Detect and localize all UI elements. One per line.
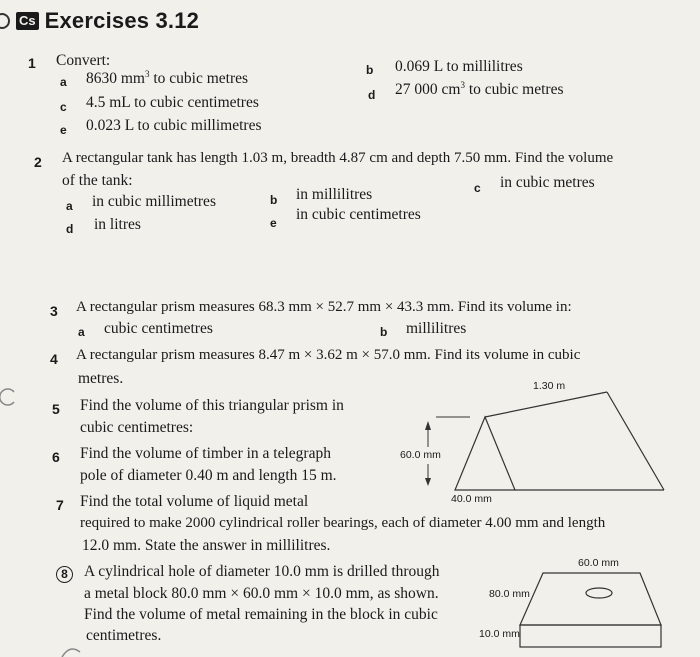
q5-dim-height: 60.0 mm [400,449,441,461]
prism-top-edge [485,392,607,417]
q8-dim-top: 60.0 mm [578,557,619,569]
block-top-face [520,573,661,625]
q2-number: 2 [34,154,42,170]
q7-line3: 12.0 mm. State the answer in millilitres. [82,537,331,554]
q8-line1: A cylindrical hole of diameter 10.0 mm is drilled through [84,563,440,580]
q2b-label: b [270,193,278,207]
q6-line1: Find the volume of timber in a telegraph [80,445,331,462]
q1a-label: a [60,75,67,89]
q5-line1: Find the volume of this triangular prism in [80,397,344,414]
q1-stem: Convert: [56,52,111,69]
margin-c-mark [0,389,14,405]
q2e-label: e [270,216,277,230]
q2b-text: in millilitres [296,186,373,203]
q6-line2: pole of diameter 0.40 m and length 15 m. [80,467,337,484]
q1d-text: 27 000 $cm^3$ to cubic metres [395,80,564,99]
q1c-label: c [60,100,67,114]
q6-number: 6 [52,449,60,465]
q2e-text: in cubic centimetres [296,206,421,223]
q3-number: 3 [50,303,58,319]
q5-dim-base: 40.0 mm [451,493,492,505]
drilled-hole [586,588,612,598]
q8-dim-side: 80.0 mm [489,588,530,600]
q2a-text: in cubic millimetres [92,193,216,210]
q5-dim-length: 1.30 m [533,380,566,392]
q2c-text: in cubic metres [500,174,595,191]
bottom-curl-mark [62,649,80,657]
q1b-text: 0.069 L to millilitres [395,58,523,75]
q4-line2: metres. [78,370,124,387]
page-title: Exercises 3.12 [44,8,200,33]
block-front-face [520,625,661,647]
metal-block-figure [520,573,661,647]
q3a-text: cubic centimetres [104,320,213,337]
prism-front-triangle [455,417,515,490]
q3b-label: b [380,325,388,339]
q2a-label: a [66,199,73,213]
q3-line1: A rectangular prism measures 68.3 mm × 52.7 mm × 43.3 mm. Find its volume in: [76,299,572,315]
q8-dim-bottom: 10.0 mm [479,628,520,640]
q8-line4: centimetres. [86,627,162,644]
page-marks [0,389,80,657]
q2c-label: c [474,181,481,195]
q8-line3: Find the volume of metal remaining in the block in cubic [84,606,438,623]
q4-number: 4 [50,351,58,367]
q1d-label: d [368,88,376,102]
q4-line1: A rectangular prism measures 8.47 m × 3.62 m × 57.0 mm. Find its volume in cubic [76,347,581,363]
q2d-text: in litres [94,216,141,233]
prism-back-slope [607,392,664,490]
q7-number: 7 [56,497,64,513]
triangular-prism-figure [425,392,664,490]
q1e-label: e [60,123,67,137]
q5-line2: cubic centimetres: [80,419,194,436]
q1b-label: b [366,63,374,77]
q2-line1: A rectangular tank has length 1.03 m, breadth 4.87 cm and depth 7.50 mm. Find the volume [62,150,614,166]
height-arrowhead-down [425,478,431,486]
height-arrowhead-up [425,421,431,430]
q2d-label: d [66,222,74,236]
q8-number: 8 [56,566,73,583]
q1e-text: 0.023 L to cubic millimetres [86,117,262,134]
q3a-label: a [78,325,85,339]
q5-number: 5 [52,401,60,417]
q1-number: 1 [28,55,36,71]
q8-line2: a metal block 80.0 mm × 60.0 mm × 10.0 mm, as shown. [84,585,439,602]
q7-line2: required to make 2000 cylindrical roller bearings, each of diameter 4.00 mm and length [80,515,606,531]
q7-line1: Find the total volume of liquid metal [80,493,309,510]
q3b-text: millilitres [406,320,467,337]
q2-line2: of the tank: [62,172,133,189]
logo-icon: Cs [16,12,39,30]
q1c-text: 4.5 mL to cubic centimetres [86,94,259,111]
q1a-text: 8630 $mm^3$ to cubic metres [86,69,249,88]
